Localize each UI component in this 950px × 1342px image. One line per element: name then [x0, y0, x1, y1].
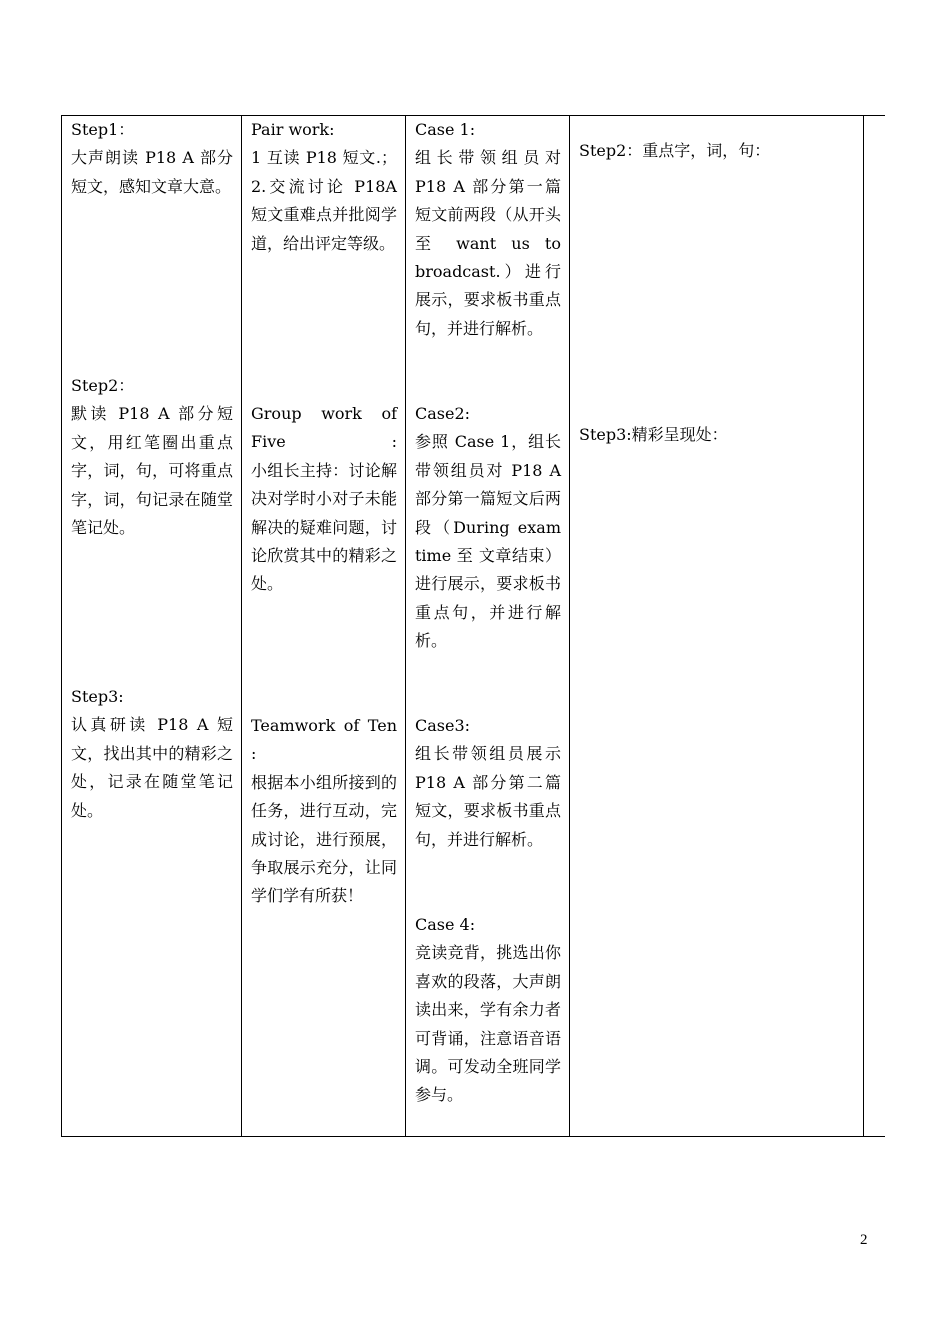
notes-key-points-label: Step2：重点字，词，句： — [579, 141, 771, 160]
self-study-column — [62, 116, 242, 1136]
teamwork-text: 根据本小组所接到的任务，进行互动，完成讨论，进行预展，争取展示充分，让同学们学有所获！ — [251, 772, 397, 906]
group-work-heading: Group work of Five : — [251, 404, 397, 452]
case2-text: 参照 Case 1，组长带领组员对 P18 A 部分第一篇短文后两段（During exam time 至 文章结束）进行展示，要求板书重点句，并进行解析。 — [415, 432, 561, 651]
case2-block — [415, 400, 561, 656]
step2-heading: Step2： — [71, 376, 135, 395]
case1-block — [415, 116, 561, 343]
pair-work-block — [251, 116, 397, 258]
case4-text: 竞读竞背，挑选出你喜欢的段落，大声朗读出来，学有余力者可背诵，注意语音语调。可发动全班同学参与。 — [415, 943, 561, 1105]
case3-block — [415, 712, 561, 854]
notes-key-points — [579, 137, 855, 165]
group-work-text: 小组长主持：讨论解决对学时小对子未能解决的疑难问题，讨论欣赏其中的精彩之处。 — [251, 460, 397, 594]
pair-work-text: 1 互读 P18 短文.；2.交流讨论 P18A 短文重难点并批阅学道，给出评定等级。 — [251, 148, 397, 253]
pair-work-heading: Pair work: — [251, 120, 335, 139]
case3-heading: Case3: — [415, 716, 471, 735]
case4-heading: Case 4: — [415, 915, 476, 934]
case3-text: 组长带领组员展示 P18 A 部分第二篇短文，要求板书重点句，并进行解析。 — [415, 744, 561, 849]
step1-heading: Step1： — [71, 120, 135, 139]
step3-heading: Step3: — [71, 687, 124, 706]
case1-heading: Case 1: — [415, 120, 476, 139]
page-number: 2 — [860, 1232, 868, 1248]
notes-highlights — [579, 421, 855, 449]
group-work-column — [242, 116, 406, 1136]
notes-column — [570, 116, 864, 1136]
case4-block — [415, 911, 561, 1110]
group-work-block — [251, 400, 397, 599]
teamwork-heading: Teamwork of Ten : — [251, 716, 397, 764]
presentation-column — [406, 116, 570, 1136]
teamwork-block — [251, 712, 397, 911]
step1-text: 大声朗读 P18 A 部分短文，感知文章大意。 — [71, 148, 233, 196]
step2-block — [71, 372, 233, 542]
step2-text: 默读 P18 A 部分短文，用红笔圈出重点字，词，句，可将重点字，词，句记录在随堂笔记处。 — [71, 404, 233, 538]
step3-text: 认真研读 P18 A 短文，找出其中的精彩之处，记录在随堂笔记处。 — [71, 715, 233, 820]
step1-block — [71, 116, 233, 201]
case2-heading: Case2: — [415, 404, 471, 423]
step3-block — [71, 683, 233, 825]
lesson-table — [61, 115, 885, 1137]
notes-highlights-label: Step3:精彩呈现处： — [579, 425, 728, 444]
case1-text: 组长带领组员对 P18 A 部分第一篇短文前两段（从开头至 want us to broadcast.）进行展示，要求板书重点句，并进行解析。 — [415, 148, 561, 338]
